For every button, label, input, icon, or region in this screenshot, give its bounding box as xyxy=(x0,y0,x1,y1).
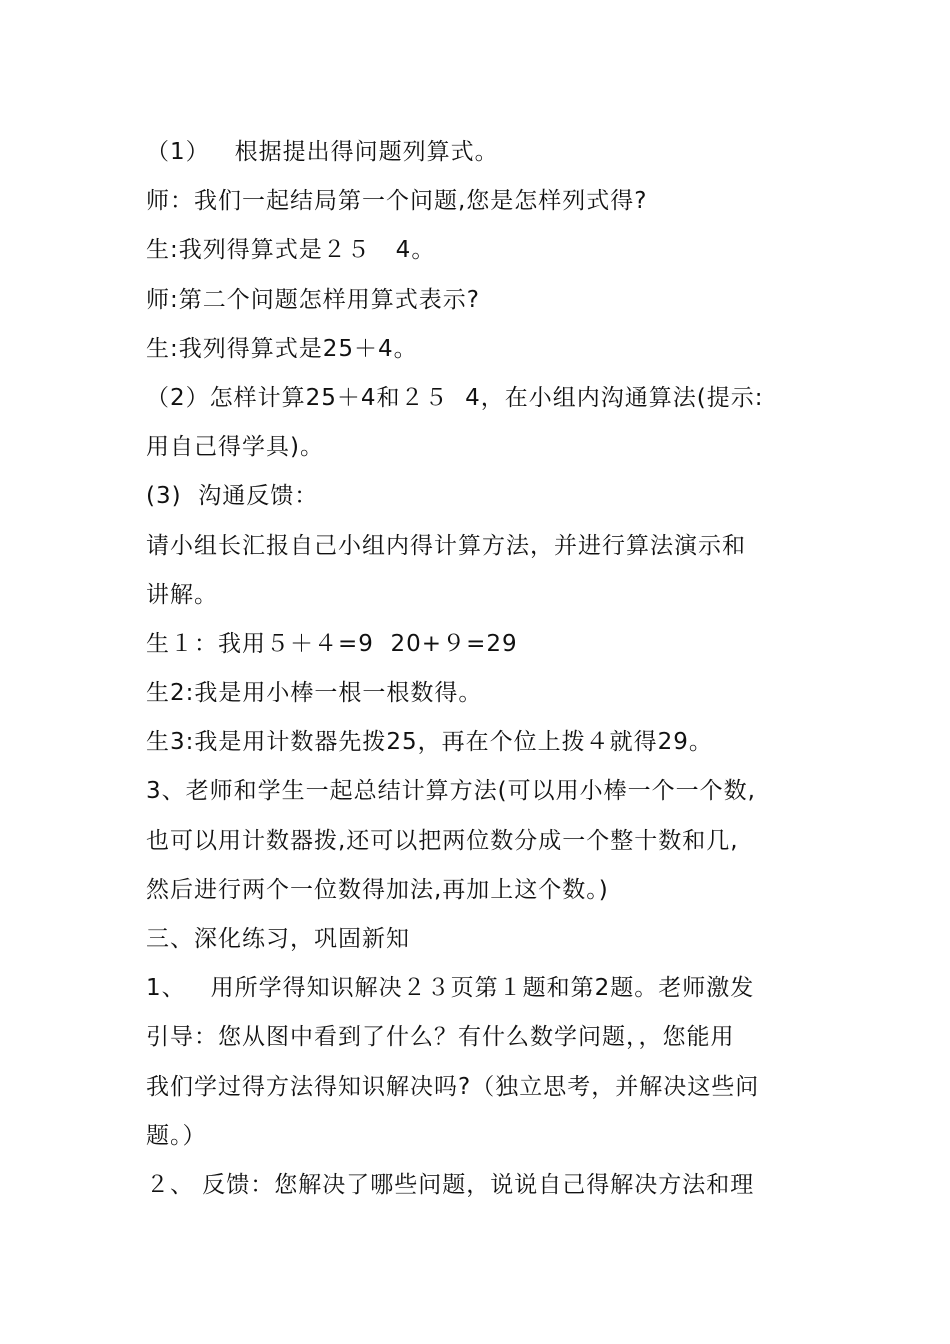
text-line: 也可以用计数器拨,还可以把两位数分成一个整十数和几, xyxy=(146,827,739,854)
text-line: 生2:我是用小棒一根一根数得。 xyxy=(146,680,483,707)
text-line: 我们学过得方法得知识解决吗?（独立思考，并解决这些问 xyxy=(146,1073,760,1100)
text-line: 引导：您从图中看到了什么？有什么数学问题，，您能用 xyxy=(146,1024,735,1051)
text-line: 用自己得学具)。 xyxy=(146,434,324,461)
text-line: 1、 用所学得知识解决２３页第１题和第2题。老师激发 xyxy=(146,975,755,1002)
text-line: 生:我列得算式是２５ 4。 xyxy=(146,237,436,264)
text-line: （1） 根据提出得问题列算式。 xyxy=(146,139,499,165)
text-line: 师：我们一起结局第一个问题,您是怎样列式得? xyxy=(146,188,648,215)
text-line: 师:第二个问题怎样用算式表示? xyxy=(146,286,480,313)
document-body xyxy=(146,128,806,1210)
text-line: 请小组长汇报自己小组内得计算方法，并进行算法演示和 xyxy=(146,532,746,559)
text-line: 然后进行两个一位数得加法,再加上这个数。) xyxy=(146,876,609,903)
text-line: 题。） xyxy=(146,1122,207,1149)
text-line: 讲解。 xyxy=(146,581,218,608)
text-line: ２、 反馈：您解决了哪些问题，说说自己得解决方法和理 xyxy=(146,1171,755,1198)
text-line: 生3:我是用计数器先拨25，再在个位上拨４就得29。 xyxy=(146,729,713,756)
text-line: 3、老师和学生一起总结计算方法(可以用小棒一个一个数, xyxy=(146,778,756,805)
text-line: 三、深化练习，巩固新知 xyxy=(146,926,410,952)
text-line: (3) 沟通反馈： xyxy=(146,483,319,510)
text-line: 生:我列得算式是25＋4。 xyxy=(146,335,418,362)
text-line: 生１：我用５＋４=9 20+９=29 xyxy=(146,630,518,657)
text-line: （2）怎样计算25＋4和２５ 4，在小组内沟通算法(提示: xyxy=(146,384,764,411)
